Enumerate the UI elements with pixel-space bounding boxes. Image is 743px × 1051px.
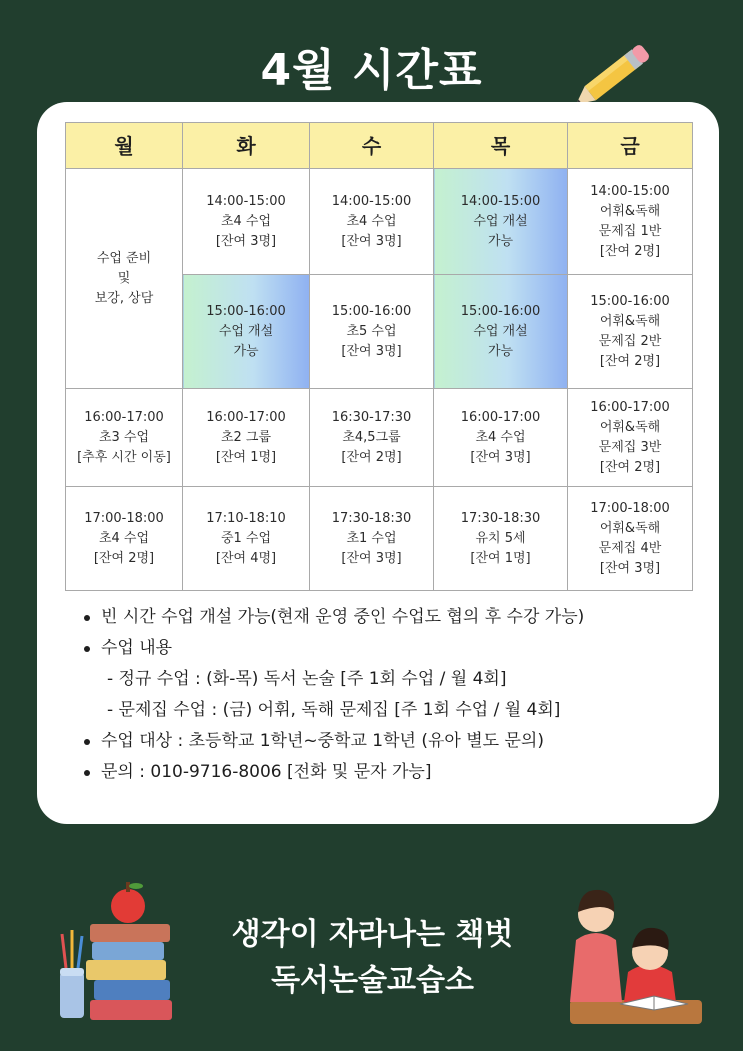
schedule-cell: 14:00-15:00 초4 수업 [잔여 3명]	[310, 169, 434, 275]
list-subitem: - 정규 수업 : (화-목) 독서 논술 [주 1회 수업 / 월 4회]	[107, 669, 507, 689]
schedule-cell: 14:00-15:00 어휘&독해 문제집 1반 [잔여 2명]	[568, 169, 693, 275]
day-header-wed: 수	[310, 123, 434, 169]
list-item: 수업 대상 : 초등학교 1학년~중학교 1학년 (유아 별도 문의)	[81, 726, 701, 757]
footer-line-2: 독서논술교습소	[271, 963, 474, 998]
table-row	[66, 389, 693, 487]
schedule-cell: 16:00-17:00 초4 수업 [잔여 3명]	[434, 389, 568, 487]
schedule-cell: 17:00-18:00 어휘&독해 문제집 4반 [잔여 3명]	[568, 487, 693, 591]
schedule-cell: 17:30-18:30 유치 5세 [잔여 1명]	[434, 487, 568, 591]
schedule-cell: 15:00-16:00 어휘&독해 문제집 2반 [잔여 2명]	[568, 275, 693, 389]
list-item: 문의 : 010-9716-8006 [전화 및 문자 가능]	[81, 757, 701, 788]
schedule-cell: 16:30-17:30 초4,5그룹 [잔여 2명]	[310, 389, 434, 487]
schedule-cell-mon-prep: 수업 준비 및 보강, 상담	[66, 169, 183, 389]
list-subitem: - 문제집 수업 : (금) 어휘, 독해 문제집 [주 1회 수업 / 월 4회]	[107, 700, 561, 720]
schedule-cell: 16:00-17:00 초2 그룹 [잔여 1명]	[183, 389, 310, 487]
header-row	[66, 123, 693, 169]
open-slot-cell: 14:00-15:00 수업 개설 가능	[434, 169, 568, 275]
parent-child-reading-icon	[566, 882, 706, 1032]
page-title: 4월 시간표	[260, 45, 483, 96]
open-slot-cell: 15:00-16:00 수업 개설 가능	[434, 275, 568, 389]
table-row	[66, 487, 693, 591]
list-item: 빈 시간 수업 개설 가능(현재 운영 중인 수업도 협의 후 수강 가능)	[81, 602, 701, 633]
day-header-mon: 월	[66, 123, 183, 169]
notes-list	[81, 602, 701, 788]
schedule-cell: 14:00-15:00 초4 수업 [잔여 3명]	[183, 169, 310, 275]
schedule-cell: 17:10-18:10 중1 수업 [잔여 4명]	[183, 487, 310, 591]
open-slot-cell: 15:00-16:00 수업 개설 가능	[183, 275, 310, 389]
footer-line-1: 생각이 자라나는 책벗	[231, 917, 514, 952]
schedule-cell: 17:00-18:00 초4 수업 [잔여 2명]	[66, 487, 183, 591]
schedule-cell: 17:30-18:30 초1 수업 [잔여 3명]	[310, 487, 434, 591]
day-header-thu: 목	[434, 123, 568, 169]
schedule-cell: 16:00-17:00 초3 수업 [추후 시간 이동]	[66, 389, 183, 487]
books-apple-icon	[56, 876, 176, 1026]
table-row	[66, 169, 693, 275]
footer-brand	[190, 912, 555, 1004]
day-header-tue: 화	[183, 123, 310, 169]
schedule-table	[65, 122, 693, 591]
schedule-cell: 16:00-17:00 어휘&독해 문제집 3반 [잔여 2명]	[568, 389, 693, 487]
list-item: 수업 내용	[81, 633, 701, 664]
schedule-card	[37, 102, 719, 824]
schedule-cell: 15:00-16:00 초5 수업 [잔여 3명]	[310, 275, 434, 389]
day-header-fri: 금	[568, 123, 693, 169]
